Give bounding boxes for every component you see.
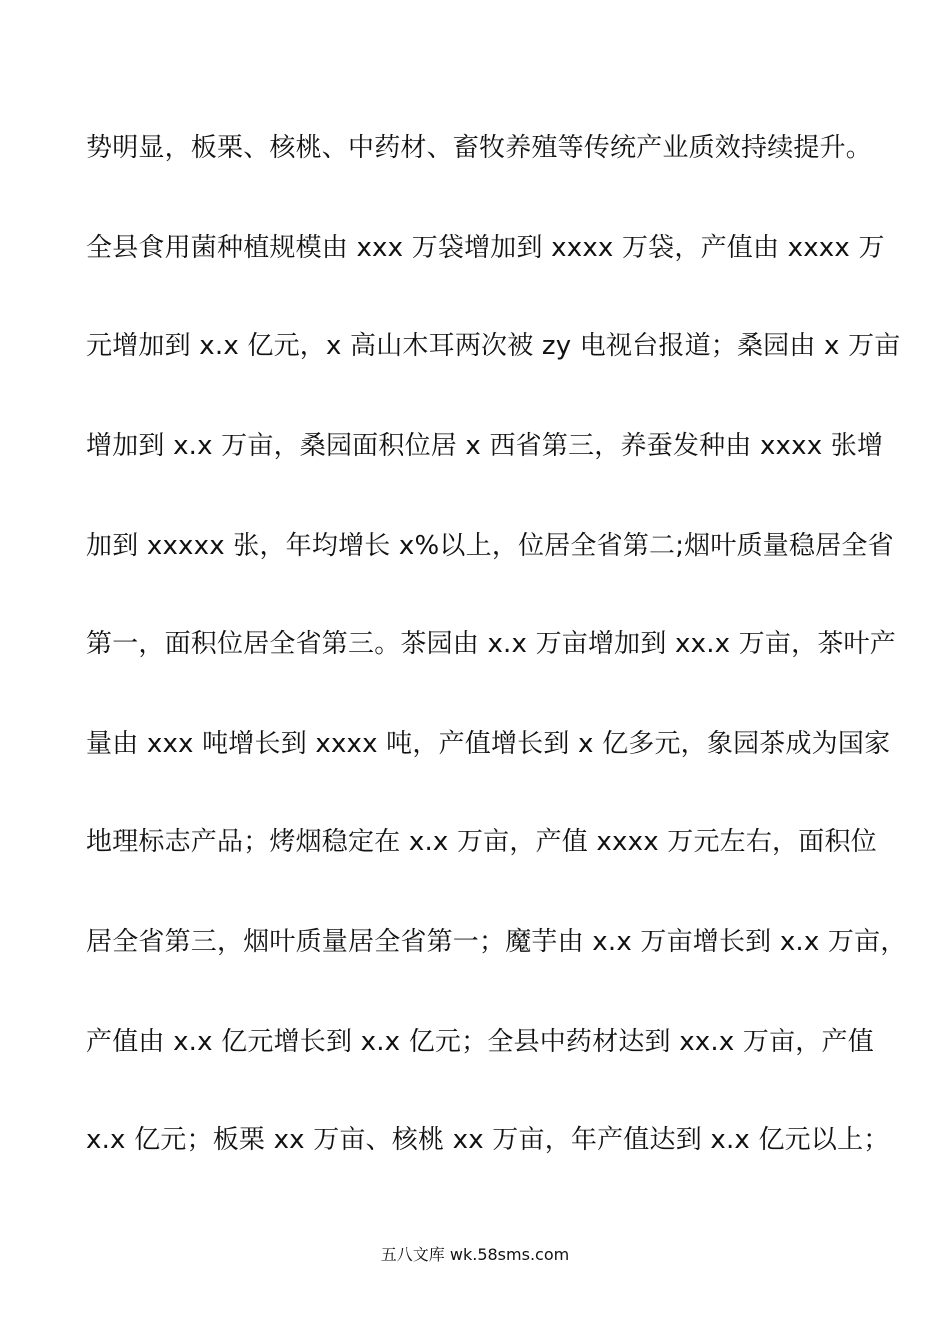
paragraph-line-1: 势明显，板栗、核桃、中药材、畜牧养殖等传统产业质效持续提升。 [86, 133, 873, 163]
paragraph-line-7: 量由 xxx 吨增长到 xxxx 吨，产值增长到 x 亿多元，象园茶成为国家 [86, 729, 891, 759]
paragraph-line-10: 产值由 x.x 亿元增长到 x.x 亿元；全县中药材达到 xx.x 万亩，产值 [86, 1027, 874, 1057]
paragraph-line-2: 全县食用菌种植规模由 xxx 万袋增加到 xxxx 万袋，产值由 xxxx 万 [86, 233, 885, 263]
paragraph-line-11: x.x 亿元；板栗 xx 万亩、核桃 xx 万亩，年产值达到 x.x 亿元以上； [86, 1125, 890, 1155]
paragraph-line-5: 加到 xxxxx 张，年均增长 x%以上，位居全省第二;烟叶质量稳居全省 [86, 531, 894, 561]
paragraph-line-8: 地理标志产品；烤烟稳定在 x.x 万亩，产值 xxxx 万元左右，面积位 [86, 827, 877, 857]
paragraph-line-3: 元增加到 x.x 亿元，x 高山木耳两次被 zy 电视台报道；桑园由 x 万亩 [86, 331, 901, 361]
paragraph-line-4: 增加到 x.x 万亩，桑园面积位居 x 西省第三，养蚕发种由 xxxx 张增 [86, 431, 884, 461]
paragraph-line-9: 居全省第三，烟叶质量居全省第一；魔芋由 x.x 万亩增长到 x.x 万亩， [86, 927, 907, 957]
paragraph-line-6: 第一，面积位居全省第三。茶园由 x.x 万亩增加到 xx.x 万亩，茶叶产 [86, 629, 896, 659]
footer-watermark-text: 五八文库 wk.58sms.com [380, 1245, 570, 1264]
